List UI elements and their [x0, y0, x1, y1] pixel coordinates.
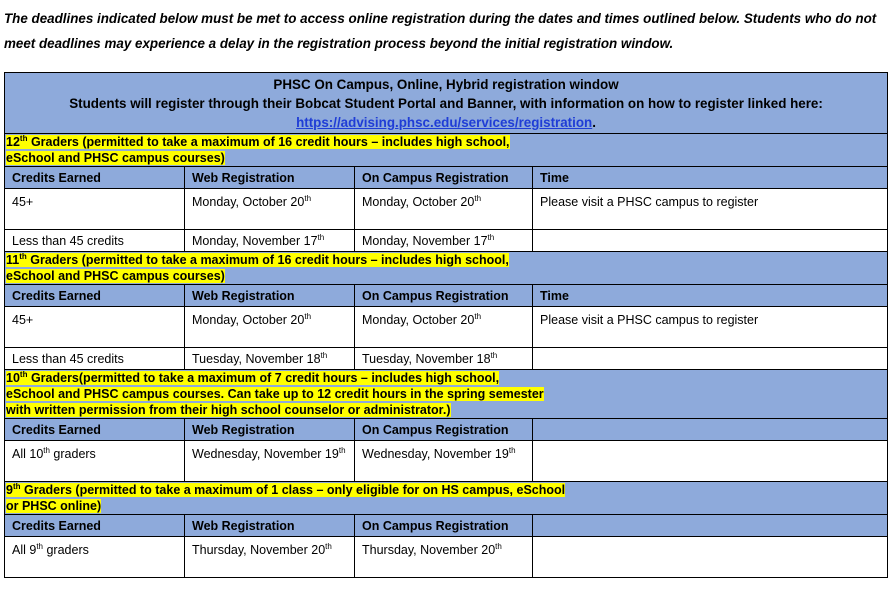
grade-9-label: 9th Graders (permitted to take a maximum of 1 class – only eligible for on HS campus, eSchool: [6, 481, 566, 497]
registration-table: [4, 72, 888, 578]
table-row: [5, 189, 888, 230]
col-empty: [533, 515, 888, 537]
time-cell: [533, 348, 888, 370]
credits-cell: All 10th graders: [5, 441, 185, 482]
campus-date-cell: Tuesday, November 18th: [355, 348, 533, 370]
table-row: [5, 441, 888, 482]
web-date-cell: Thursday, November 20th: [185, 537, 355, 578]
web-date-cell: Tuesday, November 18th: [185, 348, 355, 370]
grade-10-label: 10th Graders(permitted to take a maximum of 7 credit hours – includes high school,: [6, 369, 500, 385]
grade-10-header: [5, 370, 888, 419]
col-credits-earned: Credits Earned: [5, 167, 185, 189]
col-credits-earned: Credits Earned: [5, 515, 185, 537]
grade-10-note-2: with written permission from their high school counselor or administrator.): [6, 403, 451, 417]
table-row: [5, 307, 888, 348]
credits-cell: 45+: [5, 307, 185, 348]
registration-link[interactable]: https://advising.phsc.edu/services/registration: [296, 115, 593, 130]
col-credits-earned: Credits Earned: [5, 285, 185, 307]
grade-12-header: [5, 134, 888, 167]
campus-date-cell: Monday, October 20th: [355, 307, 533, 348]
col-on-campus-registration: On Campus Registration: [355, 285, 533, 307]
grade-11-header: [5, 252, 888, 285]
web-date-cell: Monday, October 20th: [185, 189, 355, 230]
campus-date-cell: Thursday, November 20th: [355, 537, 533, 578]
web-date-cell: Wednesday, November 19th: [185, 441, 355, 482]
col-time: Time: [533, 167, 888, 189]
campus-date-cell: Wednesday, November 19th: [355, 441, 533, 482]
web-date-cell: Monday, November 17th: [185, 230, 355, 252]
credits-cell: All 9th graders: [5, 537, 185, 578]
grade-12-column-headers: [5, 167, 888, 189]
grade-10-column-headers: [5, 419, 888, 441]
table-row: [5, 537, 888, 578]
grade-10-note: eSchool and PHSC campus courses. Can take up to 12 credit hours in the spring semester: [6, 387, 544, 401]
time-cell: Please visit a PHSC campus to register: [533, 189, 888, 230]
grade-9-column-headers: [5, 515, 888, 537]
campus-date-cell: Monday, November 17th: [355, 230, 533, 252]
time-cell: [533, 441, 888, 482]
table-row: [5, 230, 888, 252]
credits-cell: Less than 45 credits: [5, 348, 185, 370]
col-time: Time: [533, 285, 888, 307]
banner-period: .: [592, 115, 596, 130]
banner-title: PHSC On Campus, Online, Hybrid registration window: [273, 77, 619, 92]
campus-date-cell: Monday, October 20th: [355, 189, 533, 230]
grade-11-note: eSchool and PHSC campus courses): [6, 269, 225, 283]
table-row: [5, 348, 888, 370]
time-cell: [533, 537, 888, 578]
time-cell: [533, 230, 888, 252]
col-on-campus-registration: On Campus Registration: [355, 515, 533, 537]
grade-9-note: or PHSC online): [6, 499, 102, 513]
credits-cell: 45+: [5, 189, 185, 230]
credits-cell: Less than 45 credits: [5, 230, 185, 252]
col-credits-earned: Credits Earned: [5, 419, 185, 441]
time-cell: Please visit a PHSC campus to register: [533, 307, 888, 348]
col-empty: [533, 419, 888, 441]
col-on-campus-registration: On Campus Registration: [355, 167, 533, 189]
intro-paragraph: The deadlines indicated below must be met to access online registration during the dates and times outlined below. Students who do not meet deadlines may experience a delay in the registration process beyond the initial registration window.: [4, 11, 877, 51]
grade-12-note: eSchool and PHSC campus courses): [6, 151, 225, 165]
grade-12-label: 12th Graders (permitted to take a maximum of 16 credit hours – includes high school,: [6, 133, 510, 149]
grade-9-header: [5, 482, 888, 515]
web-date-cell: Monday, October 20th: [185, 307, 355, 348]
grade-11-column-headers: [5, 285, 888, 307]
col-web-registration: Web Registration: [185, 515, 355, 537]
col-web-registration: Web Registration: [185, 419, 355, 441]
col-web-registration: Web Registration: [185, 167, 355, 189]
col-on-campus-registration: On Campus Registration: [355, 419, 533, 441]
registration-window-banner: [5, 73, 888, 134]
grade-11-label: 11th Graders (permitted to take a maximum of 16 credit hours – includes high school,: [6, 251, 509, 267]
banner-instructions: Students will register through their Bobcat Student Portal and Banner, with information on how to register linked here:: [69, 96, 823, 111]
col-web-registration: Web Registration: [185, 285, 355, 307]
